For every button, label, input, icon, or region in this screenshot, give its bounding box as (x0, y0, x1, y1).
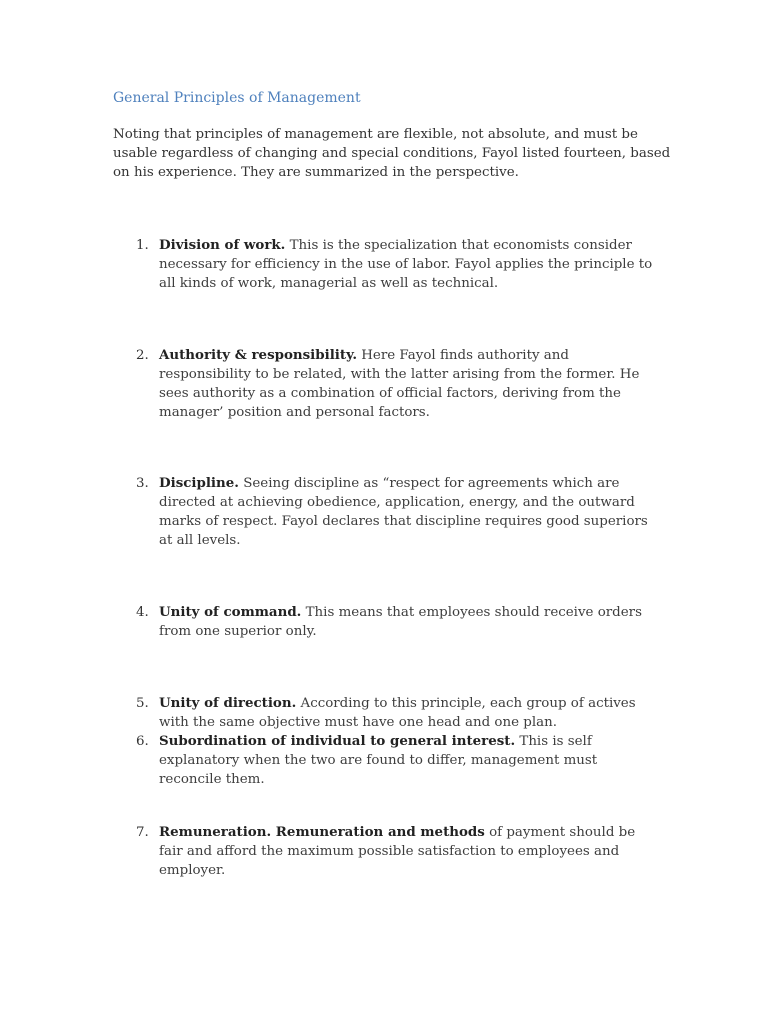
list-item-number: 1. (136, 238, 149, 253)
list-item-text: Seeing discipline as “respect for agreements which are directed at achieving obedience, application, energy, and the outward marks of respect. Fayol declares that discipline requires good superiors at all levels. (159, 476, 648, 548)
list-item-text: This is the specialization that economists consider necessary for efficiency in the use of labor. Fayol applies the principle to all kinds of work, managerial as well as technical. (159, 238, 653, 291)
list-item-term: Unity of command. (159, 604, 302, 620)
intro-paragraph: Noting that principles of management are flexible, not absolute, and must be usable regardless of changing and special conditions, Fayol listed fourteen, based on his experience. They are summarized in the perspective. (113, 127, 671, 180)
list-item (113, 823, 673, 880)
list-item-body (159, 346, 659, 422)
list-item-text: of payment should be fair and afford the maximum possible satisfaction to employees and employer. (159, 825, 636, 878)
page-title: General Principles of Management (113, 90, 361, 106)
list-item (113, 694, 673, 732)
list-item-text: According to this principle, each group of actives with the same objective must have one head and one plan. (159, 696, 636, 730)
list-item-term: Authority & responsibility. (159, 347, 357, 363)
list-item-term: Division of work. (159, 237, 286, 253)
list-item (113, 236, 673, 293)
list-item-term: Remuneration. Remuneration and methods (159, 824, 485, 840)
list-item-number: 5. (136, 696, 149, 711)
list-item-body (159, 732, 659, 789)
list-item-body (159, 474, 659, 550)
list-item-term: Subordination of individual to general interest. (159, 733, 516, 749)
list-item (113, 346, 673, 422)
list-item-number: 7. (136, 825, 149, 840)
list-item (113, 732, 673, 789)
list-item-body (159, 823, 659, 880)
list-item-text: This means that employees should receive orders from one superior only. (159, 605, 642, 639)
list-item-text: This is self explanatory when the two are found to differ, management must reconcile them. (159, 734, 598, 787)
list-item-body (159, 603, 659, 641)
list-item-number: 6. (136, 734, 149, 749)
list-item-number: 2. (136, 348, 149, 363)
list-item-term: Unity of direction. (159, 695, 297, 711)
list-item-number: 3. (136, 476, 149, 491)
list-item-body (159, 236, 659, 293)
list-item-term: Discipline. (159, 475, 239, 491)
list-item-text: Here Fayol finds authority and responsibility to be related, with the latter arising from the former. He sees authority as a combination of official factors, deriving from the manager’ position and personal factors. (159, 348, 640, 420)
list-item-body (159, 694, 659, 732)
list-item-number: 4. (136, 605, 149, 620)
list-item (113, 474, 673, 550)
list-item (113, 603, 673, 641)
